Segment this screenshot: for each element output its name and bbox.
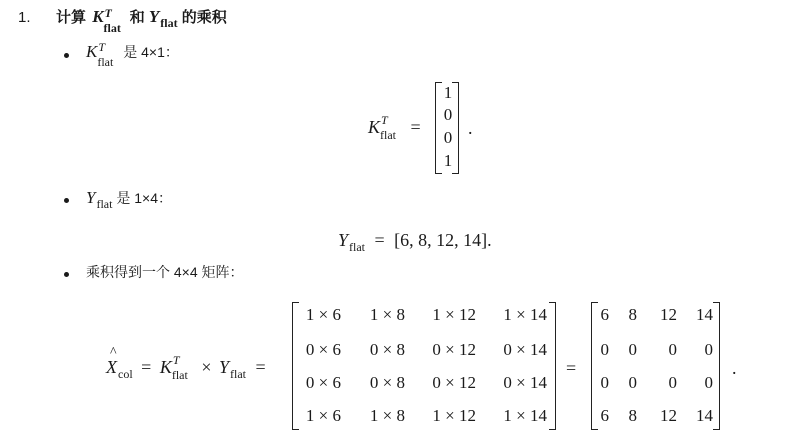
k-vector-lhs: K T flat =	[368, 113, 421, 142]
matrix-cell: 1 × 8	[369, 305, 405, 324]
vector-entry: 1	[443, 151, 453, 170]
matrix-cell: 0	[704, 340, 713, 359]
matrix-cell: 0	[668, 340, 677, 359]
matrix-cell: 0 × 8	[369, 340, 405, 359]
heading-prefix: 计算	[56, 9, 87, 26]
vector-entry: 0	[443, 128, 453, 147]
matrix-cell: 1 × 14	[503, 406, 547, 425]
period: .	[732, 358, 737, 378]
heading-suffix: 的乘积	[181, 9, 227, 26]
section-heading	[56, 6, 227, 35]
matrix-cell: 0 × 12	[432, 373, 476, 392]
matrix-cell: 0	[668, 373, 677, 392]
product-lhs: X ^ $_{col}$ = K T flat × $Y_{flat}$ =	[106, 345, 266, 382]
vector-entry: 1	[443, 83, 453, 102]
matrix-cell: 0	[628, 340, 637, 359]
equals-sign: =	[410, 117, 421, 137]
matrix-cell: 0 × 8	[369, 373, 405, 392]
bullet-1	[86, 40, 179, 69]
matrix-cell: 0	[628, 373, 637, 392]
right-bracket	[452, 82, 459, 174]
matrix-cell: 0 × 6	[305, 340, 341, 359]
matrix-cell: 1 × 14	[503, 305, 547, 324]
bullet-dot	[64, 53, 69, 58]
matrix-cell: 12	[660, 406, 677, 425]
matrix-cell: 1 × 12	[432, 305, 476, 324]
matrix-cell: 0 × 6	[305, 373, 341, 392]
matrix-cell: 0 × 12	[432, 340, 476, 359]
bullet-dot	[64, 198, 69, 203]
matrix-cell: 14	[696, 406, 713, 425]
bullet-dot	[64, 272, 69, 277]
y-row-equation: $Y_{flat} = [6$, 8, 12, 14].	[338, 230, 492, 254]
matrix-cell: 8	[628, 406, 637, 425]
heading-mid: 和	[129, 9, 145, 26]
matrix-cell: 0	[704, 373, 713, 392]
heading-k-symbol: K T flat	[92, 6, 121, 35]
matrix-cell: 14	[696, 305, 713, 324]
bullet-2-text: 是 1×4：	[116, 190, 172, 206]
matrix-cell: 0 × 14	[503, 373, 547, 392]
bullet-1-text: 是 4×1：	[123, 44, 179, 60]
matrix-cell: 1 × 8	[369, 406, 405, 425]
list-number: 1.	[18, 9, 31, 26]
bullet-2	[86, 188, 172, 209]
matrix-cell: 6	[600, 305, 609, 324]
bullet-3	[86, 262, 244, 282]
matrix-cell: 1 × 6	[305, 406, 341, 425]
matrix-cell: 12	[660, 305, 677, 324]
vector-entry: 0	[443, 105, 453, 124]
matrix-cell: 0	[600, 373, 609, 392]
hat-accent: ^	[110, 345, 117, 360]
right-bracket	[713, 302, 720, 430]
y-row-values: [6, 8, 12, 14].	[394, 230, 492, 250]
k-symbol: K T flat	[86, 40, 114, 69]
y-symbol: $Y_{flat}$	[86, 188, 113, 211]
matrix-cell: 8	[628, 305, 637, 324]
matrix-cell: 0	[600, 340, 609, 359]
period: .	[468, 118, 473, 138]
equals-sign: =	[566, 358, 577, 378]
left-bracket	[435, 82, 442, 174]
heading-y-symbol: $Y_{flat}$	[148, 7, 178, 30]
bullet-3-text: 乘积得到一个 4×4 矩阵：	[86, 264, 244, 280]
matrix-cell: 1 × 6	[305, 305, 341, 324]
matrix-cell: 0 × 14	[503, 340, 547, 359]
matrix-cell: 1 × 12	[432, 406, 476, 425]
matrix-cell: 6	[600, 406, 609, 425]
